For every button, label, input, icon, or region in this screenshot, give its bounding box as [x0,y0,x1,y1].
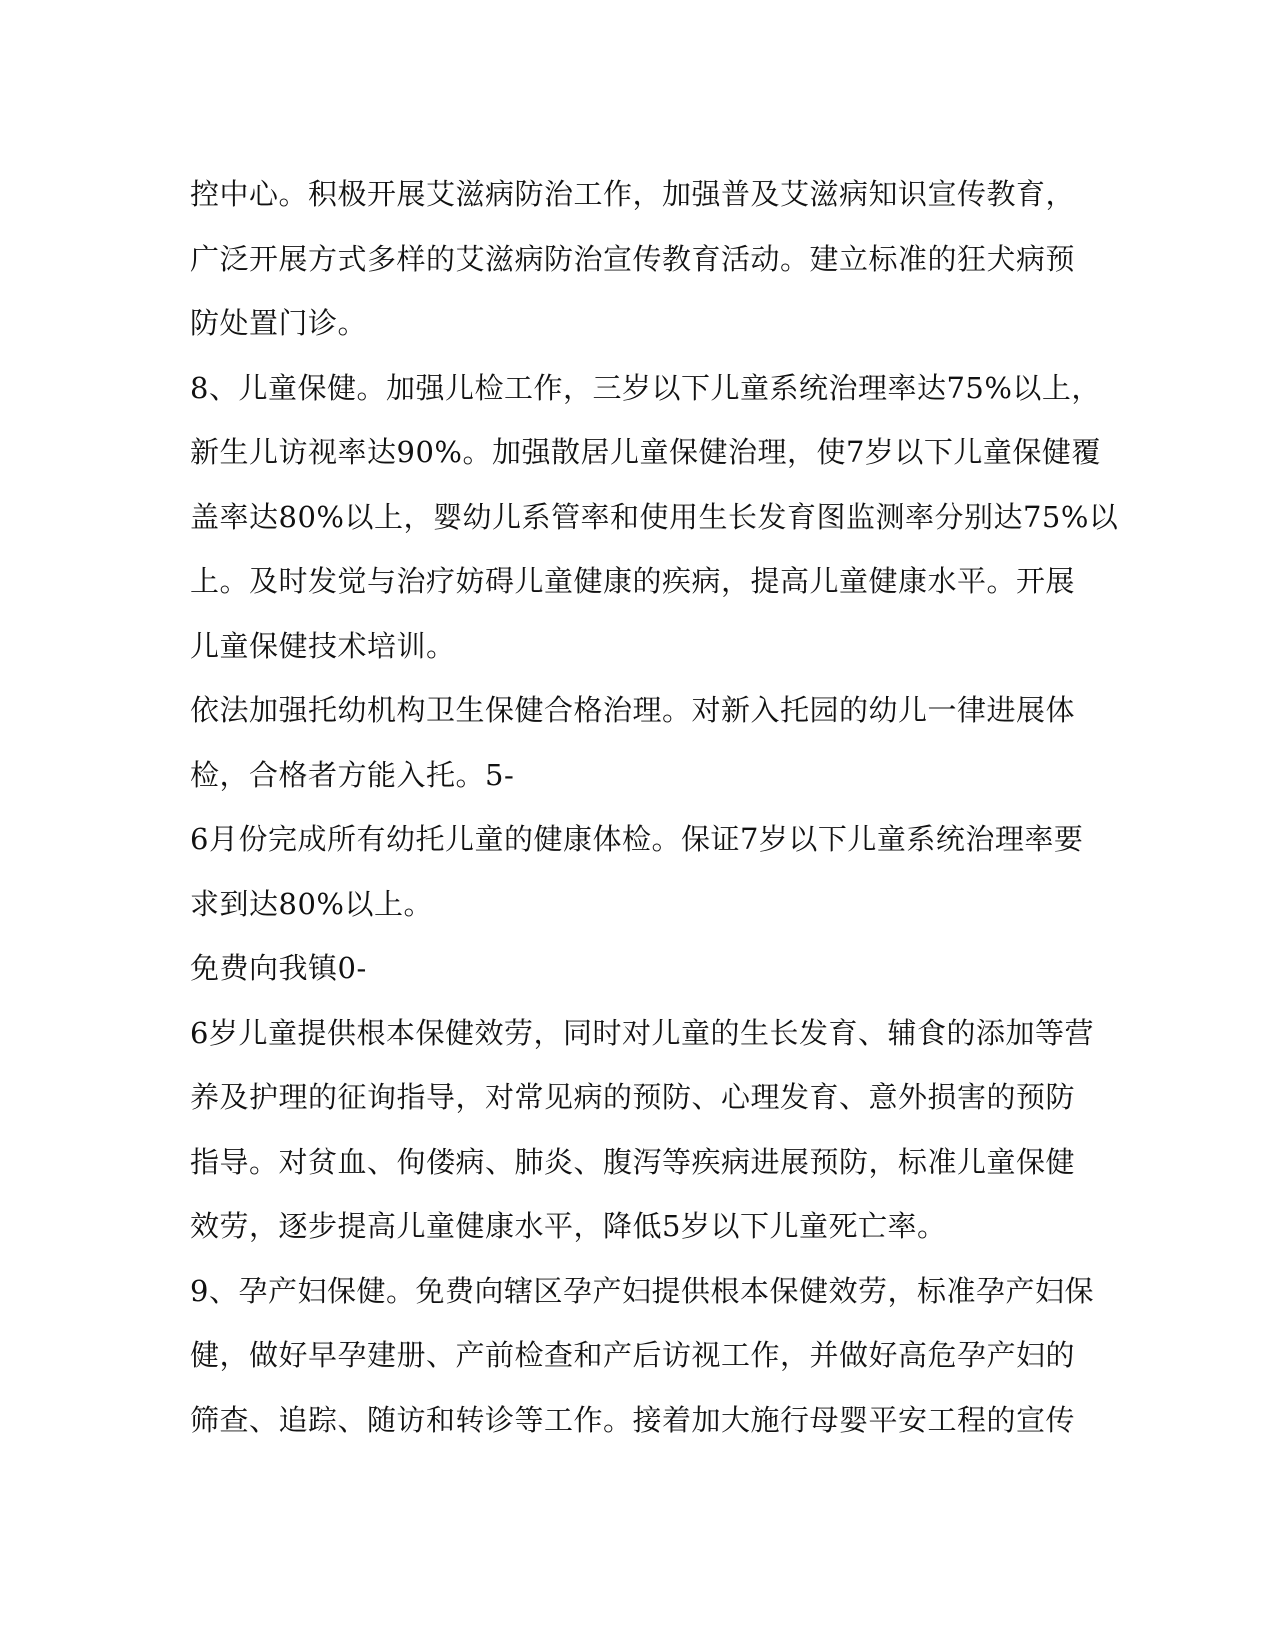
text-line: 健，做好早孕建册、产前检查和产后访视工作，并做好高危孕产妇的 [190,1338,1076,1372]
text-line: 指导。对贫血、佝偻病、肺炎、腹泻等疾病进展预防，标准儿童保健 [190,1144,1076,1179]
text-line: 广泛开展方式多样的艾滋病防治宣传教育活动。建立标准的狂犬病预 [190,241,1076,276]
text-line: 依法加强托幼机构卫生保健合格治理。对新入托园的幼儿一律进展体 [190,693,1076,727]
text-line: 儿童保健技术培训。 [190,628,456,663]
text-line: 养及护理的征询指导，对常见病的预防、心理发育、意外损害的预防 [190,1080,1076,1114]
text-line: 控中心。积极开展艾滋病防治工作，加强普及艾滋病知识宣传教育， [190,177,1076,211]
text-line: 检，合格者方能入托。5- [190,757,515,792]
text-line: 效劳，逐步提高儿童健康水平，降低5岁以下儿童死亡率。 [190,1209,947,1243]
text-line: 免费向我镇0- [190,951,367,985]
text-line: 防处置门诊。 [190,306,368,340]
text-line: 6月份完成所有幼托儿童的健康体检。保证7岁以下儿童系统治理率要 [190,822,1084,856]
text-line: 筛查、追踪、随访和转诊等工作。接着加大施行母婴平安工程的宣传 [190,1402,1076,1437]
text-line: 8、儿童保健。加强儿检工作，三岁以下儿童系统治理率达75%以上， [190,370,1101,405]
text-line: 新生儿访视率达90%。加强散居儿童保健治理，使7岁以下儿童保健覆 [190,435,1101,469]
text-line: 6岁儿童提供根本保健效劳，同时对儿童的生长发育、辅食的添加等营 [190,1015,1094,1050]
text-line: 求到达80%以上。 [190,886,433,921]
text-line: 上。及时发觉与治疗妨碍儿童健康的疾病，提高儿童健康水平。开展 [190,564,1076,598]
document-body [190,162,1119,1452]
text-line: 盖率达80%以上，婴幼儿系管率和使用生长发育图监测率分别达75%以 [190,499,1119,534]
text-line: 9、孕产妇保健。免费向辖区孕产妇提供根本保健效劳，标准孕产妇保 [190,1273,1094,1308]
